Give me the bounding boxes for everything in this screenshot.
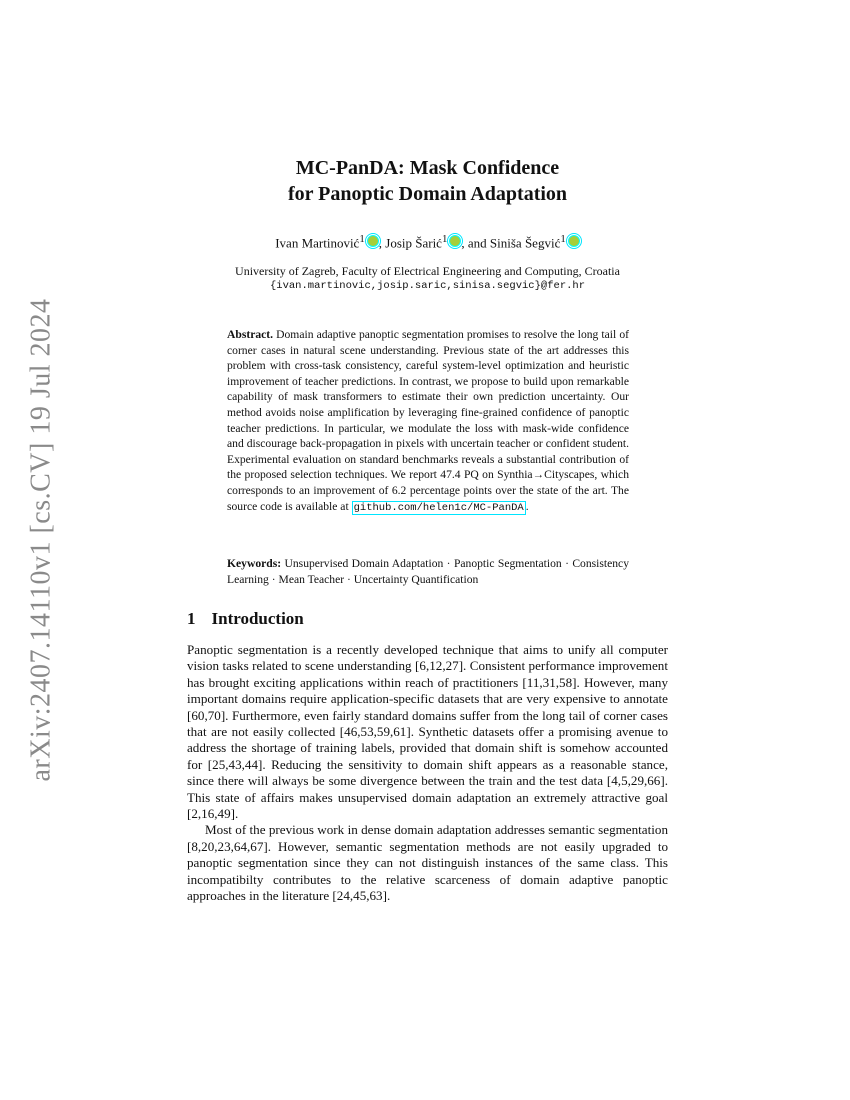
author-affil-mark: 1 — [359, 233, 365, 245]
abstract-text: Domain adaptive panoptic segmentation promises to resolve the long tail of corner cases in natural scene understanding. Previous state of the art addresses this problem with cross-task consistency, careful system-level optimization and heuristic improvement of teacher predictions. In contrast, we propose to build upon remarkable capability of mask transformers to estimate their own prediction uncertainty. Our method avoids noise amplification by leveraging fine-grained confidence of panoptic teacher predictions. In particular, we modulate the loss with mask-wide confidence and discourage back-propagation in pixels with uncertain teacher or confident student. Experimental evaluation on standard benchmarks reveals a substantial contribution of the proposed selection techniques. We report 47.4 PQ on Synthia→Cityscapes, which corresponds to an improvement of 6.2 percentage points over the state of the art. The source code is available at — [227, 328, 629, 513]
arxiv-identifier — [22, 300, 62, 780]
affiliation-block — [187, 264, 668, 294]
section-heading — [187, 609, 304, 629]
author-affil-mark: 1 — [441, 233, 448, 245]
section-title: Introduction — [211, 609, 304, 628]
orcid-icon[interactable] — [367, 235, 379, 247]
affiliation: University of Zagreb, Faculty of Electrical Engineering and Computing, Croatia — [235, 264, 620, 278]
introduction-body — [187, 642, 668, 905]
abstract-label: Abstract. — [227, 328, 274, 341]
author-separator: , and — [461, 235, 490, 251]
orcid-icon[interactable] — [568, 235, 580, 247]
author-name: Ivan Martinović — [275, 235, 360, 251]
author-name: Siniša Šegvić — [489, 235, 561, 251]
abstract-end: . — [525, 499, 529, 513]
keywords — [227, 556, 629, 587]
keywords-label: Keywords: — [227, 557, 282, 570]
orcid-icon[interactable] — [449, 235, 461, 247]
paragraph: Panoptic segmentation is a recently developed technique that aims to unify all computer vision tasks related to scene understanding [6,12,27]. Consistent performance improvement has brought exciting applications within reach of practitioners [11,31,58]. However, many important domains require application-specific datasets that are very expensive to annotate [60,70]. Furthermore, even fairly standard domains suffer from the long tail of corner cases that are not easily collected [46,53,59,61]. Synthetic datasets offer a promising avenue to address the shortage of training labels, provided that domain shift is somehow accounted for [25,43,44]. Reducing the sensitivity to domain shift appears as a reasonable stance, since there will always be some divergence between the train and the test data [4,5,29,66]. This state of affairs makes unsupervised domain adaptation an extremely attractive goal [2,16,49]. — [187, 642, 668, 822]
keywords-text: Unsupervised Domain Adaptation · Panoptic Segmentation · Consistency Learning · Mean Teacher · Uncertainty Quantification — [227, 557, 629, 586]
author-affil-mark: 1 — [560, 233, 566, 245]
title-line-2: for Panoptic Domain Adaptation — [287, 183, 568, 205]
arxiv-id-text: arXiv:2407.14110v1 [cs.CV] 19 Jul 2024 — [26, 298, 58, 782]
title-line-1: MC-PanDA: Mask Confidence — [295, 157, 560, 179]
paper-title — [187, 155, 668, 207]
section-number: 1 — [187, 609, 196, 628]
author-emails: {ivan.martinovic,josip.saric,sinisa.segvic}@fer.hr — [269, 280, 586, 292]
abstract — [227, 327, 629, 516]
author-name: Josip Šarić — [385, 235, 442, 251]
author-list — [187, 233, 668, 251]
author-separator: , — [378, 235, 386, 251]
code-link[interactable]: github.com/helen1c/MC-PanDA — [353, 501, 524, 514]
paragraph: Most of the previous work in dense domain adaptation addresses semantic segmentation [8,20,23,64,67]. However, semantic segmentation methods are not easily upgraded to panoptic segmentation since they can not distinguish instances of the same class. This incompatibilty contributes to the relative scarceness of domain adaptive panoptic approaches in the literature [24,45,63]. — [187, 822, 668, 904]
